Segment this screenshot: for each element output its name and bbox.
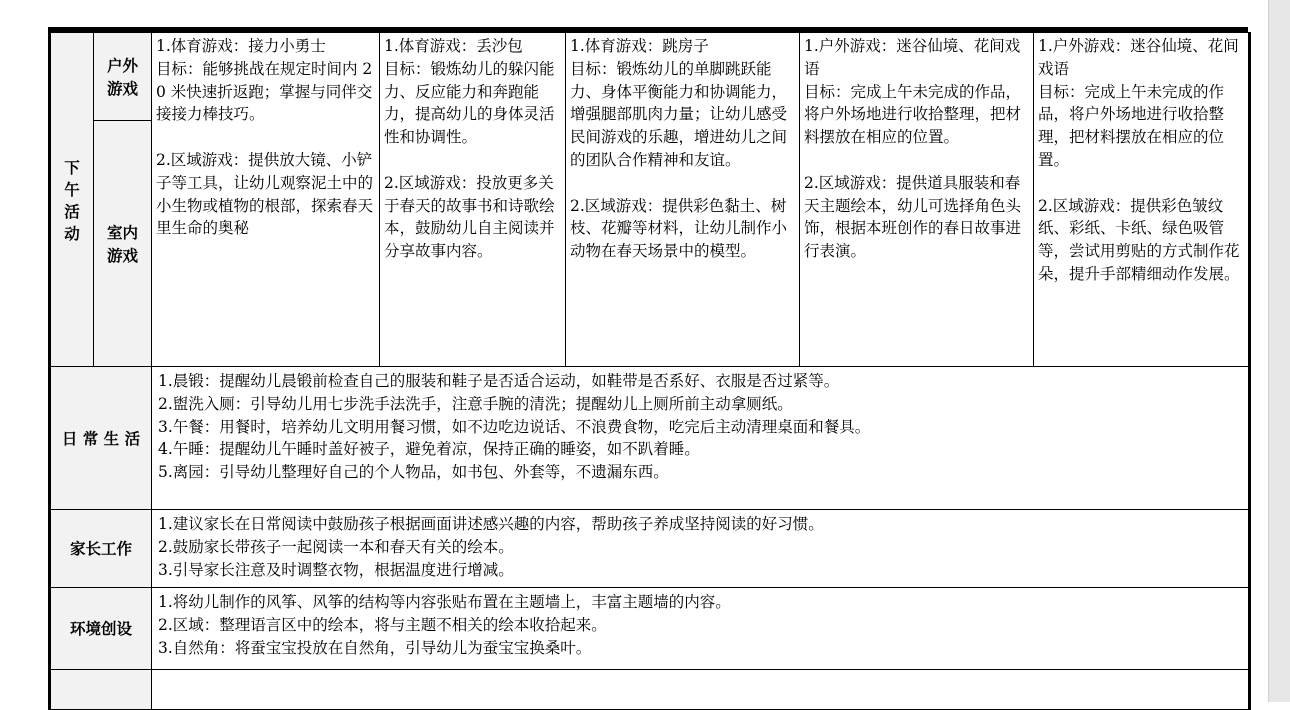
document-page [48,0,1248,702]
afternoon-wednesday-cell: 1.体育游戏：跳房子 目标：锻炼幼儿的单脚跳跃能力、身体平衡能力和协调能力，增强腿部肌肉力量；让幼儿感受民间游戏的乐趣，增进幼儿之间的团队合作精神和友谊。 2.区域游戏：提供彩色黏土、树枝、花瓣等材料，让幼儿制作小动物在春天场景中的模型。 [566,33,800,367]
afternoon-activity-label: 下 午 活 动 [50,33,94,367]
environment-content [152,588,1250,670]
parent-work-content [152,510,1250,588]
daily-life-line: 2.盥洗入厕：引导幼儿用七步洗手法洗手，注意手腕的清洗；提醒幼儿上厕所前主动拿厕纸。 [158,394,793,413]
next-section-label [50,670,152,710]
daily-life-line: 3.午餐：用餐时，培养幼儿文明用餐习惯，如不边吃边说话、不浪费食物，吃完后主动清理桌面和餐具。 [158,417,871,436]
daily-life-line: 4.午睡：提醒幼儿午睡时盖好被子，避免着凉，保持正确的睡姿，如不趴着睡。 [158,440,700,459]
daily-life-line: 5.离园：引导幼儿整理好自己的个人物品，如书包、外套等，不遗漏东西。 [158,463,669,482]
scrollbar[interactable] [1268,0,1290,702]
daily-life-label: 日 常 生 活 [50,367,152,510]
afternoon-friday-cell: 1.户外游戏：迷谷仙境、花间戏语 目标：完成上午未完成的作品，将户外场地进行收拾整理，把材料摆放在相应的位置。 2.区域游戏：提供彩色皱纹纸、彩纸、卡纸、绿色吸管等，尝试用剪贴的方式制作花朵，提升手部精细动作发展。 [1034,33,1250,367]
afternoon-tuesday-cell: 1.体育游戏：丢沙包 目标：锻炼幼儿的躲闪能力、反应能力和奔跑能力，提高幼儿的身体灵活性和协调性。 2.区域游戏：投放更多关于春天的故事书和诗歌绘本，鼓励幼儿自主阅读并分享故事内容。 [380,33,566,367]
outdoor-game-label: 户外 游戏 [94,33,152,121]
next-section-content [152,670,1250,710]
afternoon-thursday-cell: 1.户外游戏：迷谷仙境、花间戏语 目标：完成上午未完成的作品，将户外场地进行收拾整理，把材料摆放在相应的位置。 2.区域游戏：提供道具服装和春天主题绘本，幼儿可选择角色头饰，根据本班创作的春日故事进行表演。 [800,33,1034,367]
afternoon-monday-cell: 1.体育游戏：接力小勇士 目标：能够挑战在规定时间内 20 米快速折返跑；掌握与同伴交接接力棒技巧。 2.区域游戏：提供放大镜、小铲子等工具，让幼儿观察泥土中的小生物或植物的根部，探索春天里生命的奥秘 [152,33,380,367]
environment-line: 2.区域：整理语言区中的绘本，将与主题不相关的绘本收拾起来。 [158,615,607,634]
environment-label: 环境创设 [50,588,152,670]
environment-line: 3.自然角：将蚕宝宝投放在自然角，引导幼儿为蚕宝宝换桑叶。 [158,638,592,657]
weekly-schedule-table [48,32,1251,710]
parent-work-line: 2.鼓励家长带孩子一起阅读一本和春天有关的绘本。 [158,537,514,556]
environment-line: 1.将幼儿制作的风筝、风筝的结构等内容张贴布置在主题墙上，丰富主题墙的内容。 [158,593,731,611]
indoor-game-label: 室内 游戏 [94,121,152,367]
daily-life-content [152,367,1250,510]
parent-work-line: 3.引导家长注意及时调整衣物，根据温度进行增减。 [158,560,514,579]
daily-life-line: 1.晨锻：提醒幼儿晨锻前检查自己的服装和鞋子是否适合运动，如鞋带是否系好、衣服是否过紧等。 [158,372,840,390]
parent-work-label: 家长工作 [50,510,152,588]
parent-work-line: 1.建议家长在日常阅读中鼓励孩子根据画面讲述感兴趣的内容，帮助孩子养成坚持阅读的好习惯。 [158,515,824,533]
